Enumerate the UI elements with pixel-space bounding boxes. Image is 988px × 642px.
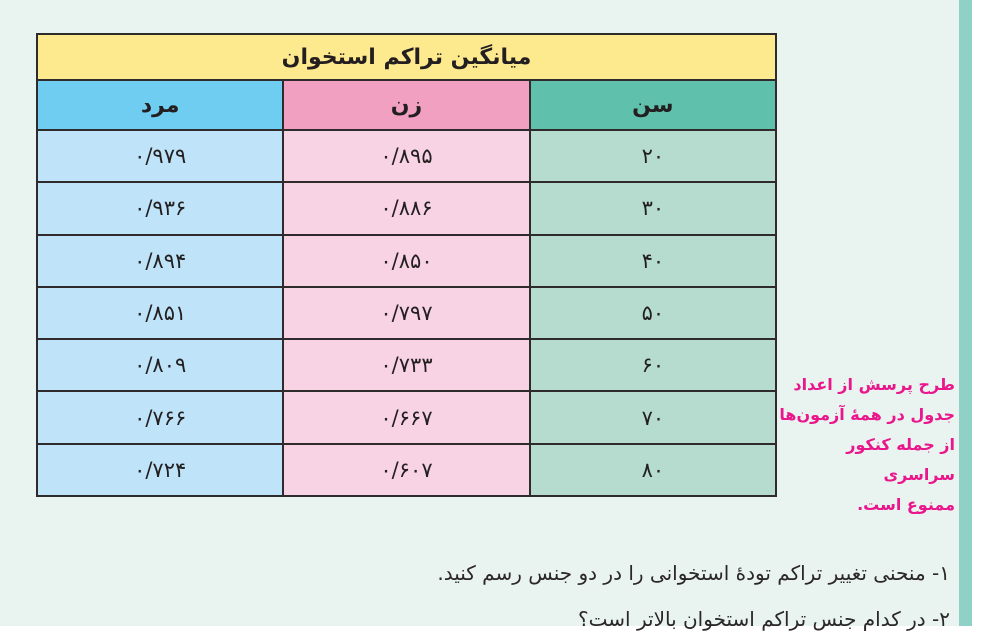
cell-age: ۷۰ (531, 392, 775, 442)
note-line: طرح پرسش از اعداد (793, 375, 955, 394)
table-row (38, 286, 775, 338)
table-row (38, 443, 775, 495)
cell-female: ۰/۷۹۷ (284, 288, 530, 338)
column-header-female: زن (284, 81, 530, 129)
note-line: از جمله کنکور سراسری (846, 435, 955, 484)
cell-age: ۵۰ (531, 288, 775, 338)
column-header-male: مرد (38, 81, 284, 129)
table-row (38, 338, 775, 390)
cell-female: ۰/۶۶۷ (284, 392, 530, 442)
cell-female: ۰/۷۳۳ (284, 340, 530, 390)
table-row (38, 390, 775, 442)
table-title: میانگین تراکم استخوان (38, 35, 775, 81)
table-row (38, 234, 775, 286)
cell-age: ۶۰ (531, 340, 775, 390)
cell-male: ۰/۸۵۱ (38, 288, 284, 338)
cell-age: ۸۰ (531, 445, 775, 495)
cell-female: ۰/۸۸۶ (284, 183, 530, 233)
table-row (38, 181, 775, 233)
cell-male: ۰/۹۳۶ (38, 183, 284, 233)
cell-age: ۳۰ (531, 183, 775, 233)
table-header-row (38, 81, 775, 129)
table-row (38, 129, 775, 181)
cell-age: ۲۰ (531, 131, 775, 181)
cell-age: ۴۰ (531, 236, 775, 286)
cell-female: ۰/۸۵۰ (284, 236, 530, 286)
bone-density-table (36, 33, 777, 497)
note-line: جدول در همهٔ آزمون‌ها (779, 405, 955, 424)
exam-prohibition-note (777, 370, 955, 520)
cell-male: ۰/۷۲۴ (38, 445, 284, 495)
question-1: ۱- منحنی تغییر تراکم تودهٔ استخوانی را در دو جنس رسم کنید. (437, 561, 950, 585)
cell-male: ۰/۸۰۹ (38, 340, 284, 390)
cell-male: ۰/۷۶۶ (38, 392, 284, 442)
column-header-age: سن (531, 81, 775, 129)
cell-female: ۰/۸۹۵ (284, 131, 530, 181)
question-2: ۲- در کدام جنس تراکم استخوان بالاتر است؟ (578, 607, 950, 631)
cell-male: ۰/۸۹۴ (38, 236, 284, 286)
cell-female: ۰/۶۰۷ (284, 445, 530, 495)
exercise-questions (300, 550, 950, 642)
cell-male: ۰/۹۷۹ (38, 131, 284, 181)
page-edge-stripe (959, 0, 972, 626)
note-line: ممنوع است. (857, 495, 955, 514)
